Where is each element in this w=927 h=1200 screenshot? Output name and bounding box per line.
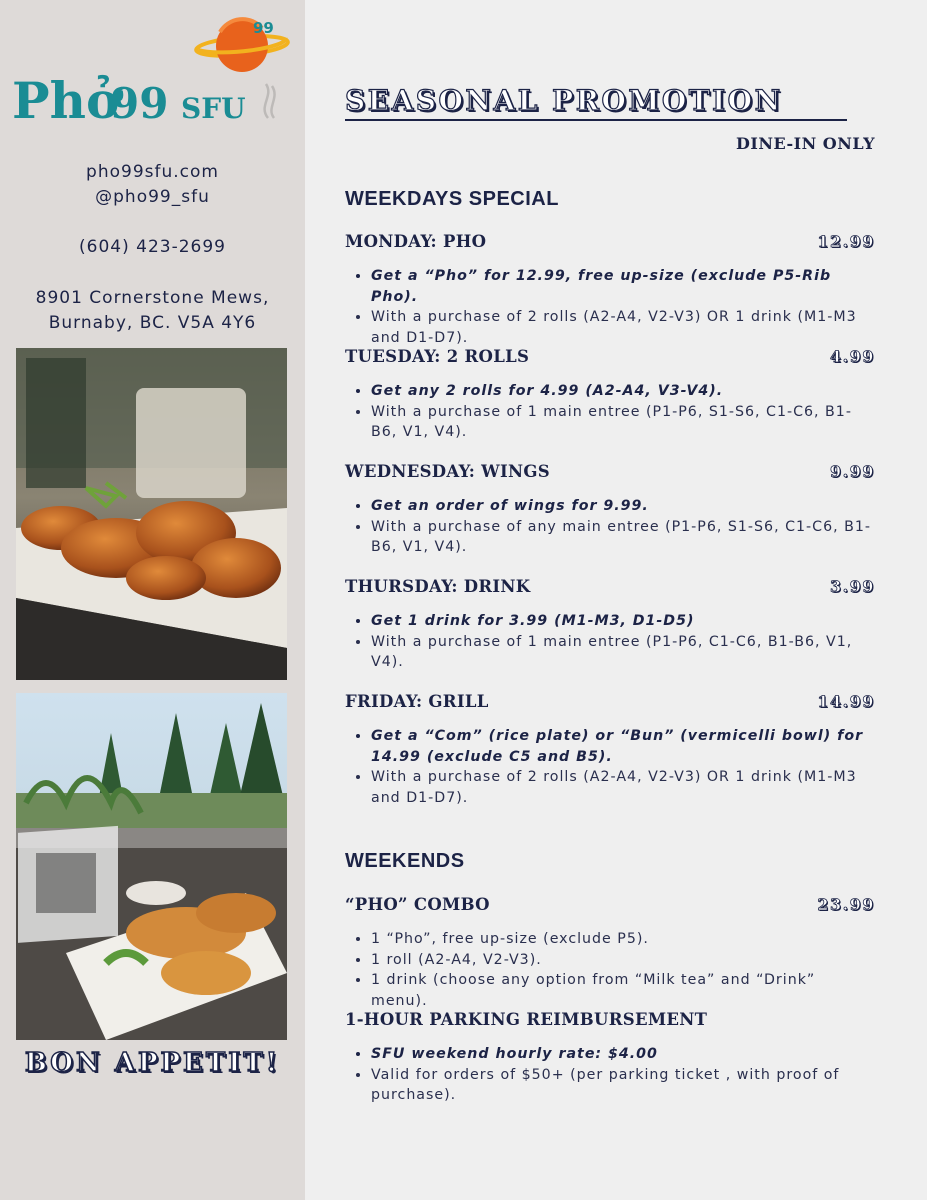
logo-suffix: SFU [181, 92, 246, 125]
promo-name: THURSDAY: DRINK [345, 577, 531, 596]
steam-icon [265, 84, 275, 118]
title-underline [345, 119, 847, 121]
combo-item: • 1 “Pho”, free up-size (exclude P5). [371, 929, 875, 950]
promo-highlight: • Get 1 drink for 3.99 (M1-M3, D1-D5) [371, 611, 875, 632]
weekends-heading: WEEKENDS [345, 850, 465, 872]
promo-highlight: • Get an order of wings for 9.99. [371, 496, 875, 517]
promo-highlight: • Get a “Com” (rice plate) or “Bun” (vermicelli bowl) for 14.99 (exclude C5 and B5). [371, 726, 875, 767]
promo-highlight: • SFU weekend hourly rate: $4.00 [371, 1044, 875, 1065]
promo-tuesday [345, 347, 875, 443]
dine-in-note: DINE-IN ONLY [735, 134, 875, 153]
pho99-logo [10, 14, 300, 134]
promotion-panel [305, 0, 927, 1200]
promo-condition: • With a purchase of 2 rolls (A2-A4, V2-V3) OR 1 drink (M1-M3 and D1-D7). [371, 767, 875, 808]
promo-name: “PHO” COMBO [345, 895, 490, 914]
promo-condition: • With a purchase of any main entree (P1-P6, S1-S6, C1-C6, B1-B6, V1, V4). [371, 517, 875, 558]
logo-number: 99 [110, 79, 169, 128]
planet-icon [195, 19, 288, 72]
address-line-1: 8901 Cornerstone Mews, [35, 288, 270, 308]
wings-photo [16, 348, 287, 680]
promo-monday [345, 232, 875, 348]
sidebar [0, 0, 305, 1200]
promo-thursday [345, 577, 875, 673]
promo-price: 12.99 [817, 232, 875, 251]
social-handle: @pho99_sfu [95, 187, 210, 207]
promo-highlight: • Get any 2 rolls for 4.99 (A2-A4, V3-V4). [371, 381, 875, 402]
promo-condition: • With a purchase of 2 rolls (A2-A4, V2-V3) OR 1 drink (M1-M3 and D1-D7). [371, 307, 875, 348]
promo-condition: • Valid for orders of $50+ (per parking ticket , with proof of purchase). [371, 1065, 875, 1106]
promo-highlight: • Get a “Pho” for 12.99, free up-size (exclude P5-Rib Pho). [371, 266, 875, 307]
promo-name: FRIDAY: GRILL [345, 692, 489, 711]
bon-appetit-text: BON APPETIT! [24, 1048, 281, 1078]
promo-price: 4.99 [830, 347, 875, 366]
rolls-photo [16, 693, 287, 1040]
promo-price: 3.99 [830, 577, 875, 596]
promo-pho-combo [345, 895, 875, 1011]
promo-name: WEDNESDAY: WINGS [345, 462, 550, 481]
combo-item: • 1 drink (choose any option from “Milk tea” and “Drink” menu). [371, 970, 875, 1011]
promo-friday [345, 692, 875, 808]
planet-badge: 99 [253, 19, 274, 37]
promo-price: 9.99 [830, 462, 875, 481]
promo-price: 23.99 [817, 895, 875, 914]
promo-name: MONDAY: PHO [345, 232, 487, 251]
address-line-2: Burnaby, BC. V5A 4Y6 [48, 313, 257, 333]
promo-name: TUESDAY: 2 ROLLS [345, 347, 530, 366]
promo-wednesday [345, 462, 875, 558]
promo-condition: • With a purchase of 1 main entree (P1-P6, C1-C6, B1-B6, V1, V4). [371, 632, 875, 673]
website-text: pho99sfu.com [86, 162, 219, 182]
page-title: SEASONAL PROMOTION [345, 84, 783, 117]
promo-condition: • With a purchase of 1 main entree (P1-P6, S1-S6, C1-C6, B1-B6, V1, V4). [371, 402, 875, 443]
combo-item: • 1 roll (A2-A4, V2-V3). [371, 950, 875, 971]
promo-parking [345, 1010, 875, 1106]
promo-name: 1-HOUR PARKING REIMBURSEMENT [345, 1010, 708, 1029]
phone-number: (604) 423-2699 [79, 237, 226, 257]
weekdays-heading: WEEKDAYS SPECIAL [345, 188, 559, 210]
promo-price: 14.99 [817, 692, 875, 711]
logo-word: Phở [12, 71, 120, 130]
